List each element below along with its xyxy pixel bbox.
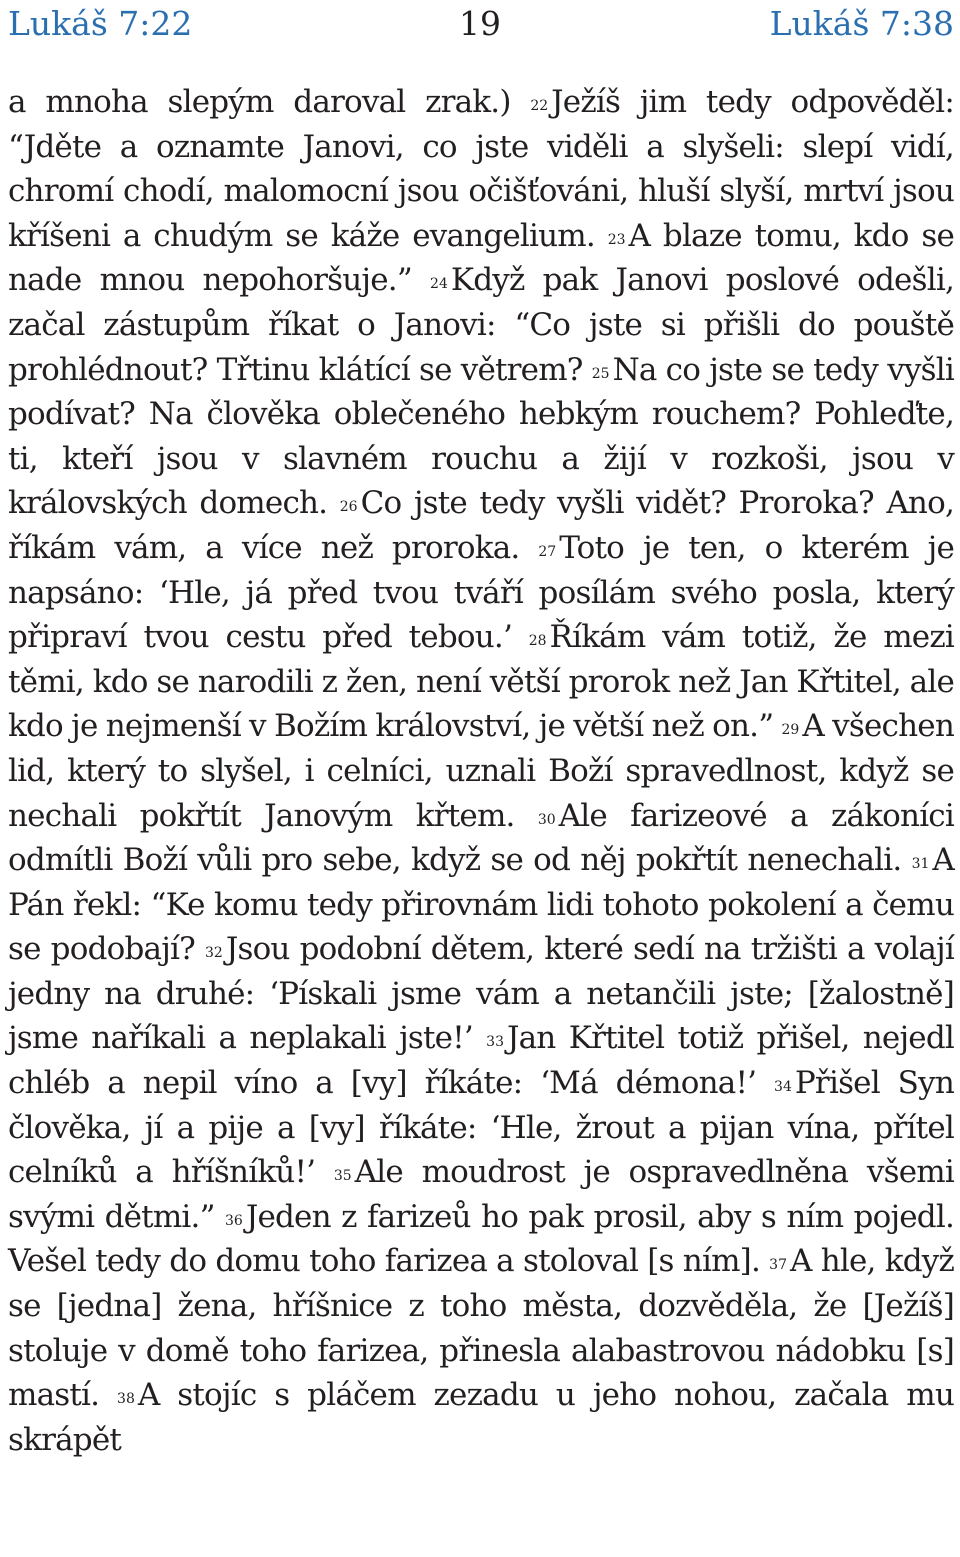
lead-text: a mnoha slepým daroval zrak.): [8, 84, 511, 120]
verse-number: 33: [486, 1034, 504, 1051]
verse-number: 28: [528, 633, 547, 650]
verse-text: Jsou podobní dětem, které sedí na tržišti a volají jedny na druhé: ‘Pískali jsme vám a netančili jste; [žalostně] jsme naříkali a neplakali jste!’: [8, 931, 954, 1057]
verse-number: 32: [205, 945, 223, 962]
verse-number: 26: [339, 499, 358, 516]
verse-text: A všechen lid, který to slyšel, i celníci, uznali Boží spravedlnost, když se nechali pokřtít Janovým křtem.: [8, 708, 954, 834]
scripture-text: [8, 80, 954, 1462]
verse-number: 37: [769, 1257, 787, 1274]
verse-number: 31: [911, 856, 930, 873]
verse-number: 29: [781, 722, 800, 739]
verse-text: Toto je ten, o kterém je napsáno: ‘Hle, já před tvou tváří posílám svého posla, který připraví tvou cestu před tebou.’: [8, 529, 954, 656]
verse-number: 38: [117, 1391, 135, 1408]
verse-number: 27: [538, 543, 557, 560]
verse-number: 22: [530, 98, 549, 114]
verse-38: [8, 1377, 954, 1458]
verse-text: A blaze tomu, kdo se nade mnou nepohoršuje.”: [8, 217, 954, 299]
verse-text: Na co jste se tedy vyšli podívat? Na člověka oblečeného hebkým rouchem? Pohleďte, ti, kteří jsou v slavném rouchu a žijí v rozkoši, jsou v královských domech.: [8, 351, 954, 522]
verse-text: Ježíš jim tedy odpověděl: “Jděte a oznamte Janovi, co jste viděli a slyšeli: slepí vidí, chromí chodí, malomocní jsou očišťováni, hluší slyší, mrtví jsou kříšeni a chudým se káže evangelium.: [8, 84, 954, 254]
verse-text: Přišel Syn člověka, jí a pije a [vy] říkáte: ‘Hle, žrout a pijan vína, přítel celníků a hříšníků!’: [8, 1065, 954, 1191]
verse-text: Jeden z farizeů ho pak prosil, aby s ním pojedl. Vešel tedy do domu toho farizea a stoloval [s ním].: [8, 1198, 955, 1280]
verse-text: A hle, když se [jedna] žena, hříšnice z toho města, dozvěděla, že [Ježíš] stoluje v domě toho farizea, přinesla alabastrovou nádobku [s] mastí.: [8, 1243, 954, 1414]
verse-text: Ale farizeové a zákoníci odmítli Boží vůli pro sebe, když se od něj pokřtít nenechali.: [8, 797, 954, 879]
verse-text: Když pak Janovi poslové odešli, začal zástupům říkat o Janovi: “Co jste si přišli do pouště prohlédnout? Třtinu klátící se větrem?: [8, 262, 954, 388]
verse-number: 30: [537, 811, 556, 828]
verse-number: 34: [774, 1079, 792, 1096]
verse-number: 35: [333, 1168, 352, 1185]
verse-number: 36: [225, 1212, 243, 1229]
page-number: 19: [459, 4, 501, 43]
verse-text: Co jste tedy vyšli vidět? Proroka? Ano, říkám vám, a více než proroka.: [8, 485, 954, 566]
verse-text: Říkám vám totiž, že mezi těmi, kdo se narodili z žen, není větší prorok než Jan Křtitel, ale kdo je nejmenší v Božím království, je větší než on.”: [8, 619, 954, 745]
header-chapter-end-link[interactable]: Lukáš 7:38: [769, 4, 954, 43]
verse-number: 24: [430, 276, 448, 293]
verse-text: Ale moudrost je ospravedlněna všemi svými dětmi.”: [8, 1154, 954, 1235]
page-header: [0, 0, 960, 48]
verse-text: Jan Křtitel totiž přišel, nejedl chléb a nepil víno a [vy] říkáte: ‘Má démona!’: [8, 1020, 954, 1102]
verse-number: 23: [607, 231, 626, 248]
verse-text: A Pán řekl: “Ke komu tedy přirovnám lidi tohoto pokolení a čemu se podobají?: [8, 842, 954, 968]
header-chapter-start-link[interactable]: Lukáš 7:22: [8, 4, 193, 43]
verse-number: 25: [591, 365, 610, 382]
verse-text: A stojíc s pláčem zezadu u jeho nohou, začala mu skrápět: [8, 1377, 954, 1458]
